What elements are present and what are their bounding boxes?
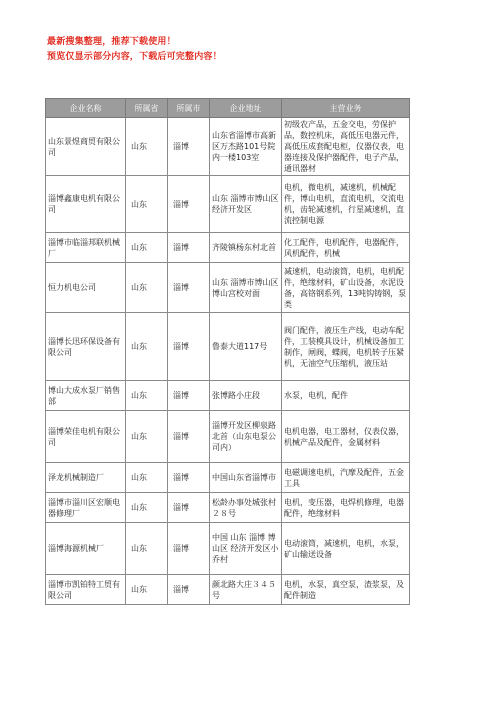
address: 中国山东省淄博市 [210, 463, 282, 493]
company-name: 淄博市临淄邦联机械厂 [46, 233, 126, 263]
header-company-name: 企业名称 [46, 99, 126, 118]
city: 淄博 [168, 381, 210, 411]
company-name: 淄博市淄川区宏顺电器修理厂 [46, 493, 126, 523]
company-name: 山东景煜商贸有限公司 [46, 118, 126, 176]
city: 淄博 [168, 523, 210, 575]
header-province: 所属省 [126, 99, 168, 118]
province: 山东 [126, 463, 168, 493]
province: 山东 [126, 313, 168, 381]
company-name: 淄博荣佳电机有限公司 [46, 411, 126, 463]
province: 山东 [126, 575, 168, 605]
province: 山东 [126, 411, 168, 463]
city: 淄博 [168, 233, 210, 263]
city: 淄博 [168, 463, 210, 493]
table-row [46, 411, 410, 463]
table-row [46, 463, 410, 493]
company-name: 博山大成水泵厂销售部 [46, 381, 126, 411]
company-name: 淄博长迅环保设备有限公司 [46, 313, 126, 381]
table-row [46, 381, 410, 411]
business: 电机，水泵，真空泵，渣浆泵，及配件制造 [282, 575, 410, 605]
company-table [45, 98, 410, 605]
address: 张博路小庄段 [210, 381, 282, 411]
table-row [46, 118, 410, 176]
province: 山东 [126, 263, 168, 313]
business: 电机，变压器，电焊机修理，电器配件，绝缘材料 [282, 493, 410, 523]
province: 山东 [126, 381, 168, 411]
province: 山东 [126, 523, 168, 575]
table-row [46, 523, 410, 575]
company-name: 淄博海源机械厂 [46, 523, 126, 575]
city: 淄博 [168, 263, 210, 313]
header-address: 企业地址 [210, 99, 282, 118]
city: 淄博 [168, 176, 210, 233]
address: 中国 山东 淄博 博山区 经济开发区小乔村 [210, 523, 282, 575]
address: 松龄办事处城张村２８号 [210, 493, 282, 523]
city: 淄博 [168, 575, 210, 605]
address: 山东 淄博市博山区 博山宫校对面 [210, 263, 282, 313]
notice-recommend: 最新搜集整理，推荐下载使用！ [47, 37, 176, 47]
business: 电磁调速电机，汽摩及配件，五金工具 [282, 463, 410, 493]
address: 鲁泰大道117号 [210, 313, 282, 381]
table-row [46, 493, 410, 523]
business: 水泵，电机，配件 [282, 381, 410, 411]
business: 初级农产品，五金交电，劳保护品，数控机床，高低压电器元件，高低压成套配电柜，仪器仪表，电器连接及保护器配件，电子产品，通讯器材 [282, 118, 410, 176]
address: 颜北路大庄３４５号 [210, 575, 282, 605]
address: 淄博开发区柳泉路北首（山东电泵公司内） [210, 411, 282, 463]
province: 山东 [126, 118, 168, 176]
header-city: 所属市 [168, 99, 210, 118]
table-row [46, 263, 410, 313]
city: 淄博 [168, 118, 210, 176]
table-row [46, 233, 410, 263]
notice-preview: 预览仅显示部分内容，下载后可完整内容！ [47, 52, 222, 62]
table-header-row [46, 99, 410, 118]
table-row [46, 176, 410, 233]
province: 山东 [126, 233, 168, 263]
company-name: 淄博市凯铂特工贸有限公司 [46, 575, 126, 605]
province: 山东 [126, 493, 168, 523]
business: 电动滚筒，减速机，电机，水泵，矿山输送设备 [282, 523, 410, 575]
business: 化工配件，电机配件，电器配件，风机配件，机械 [282, 233, 410, 263]
business: 电机电器，电工器材，仪表仪器，机械产品及配件，金属材料 [282, 411, 410, 463]
header-business: 主营业务 [282, 99, 410, 118]
city: 淄博 [168, 411, 210, 463]
address: 山东省淄博市高新区万杰路101号院内一楼103室 [210, 118, 282, 176]
province: 山东 [126, 176, 168, 233]
city: 淄博 [168, 313, 210, 381]
business: 减速机，电动滚筒，电机，电机配件，绝缘材料，矿山设备，水泥设备，高铬钢系列，13吨钩铸钢，泵类 [282, 263, 410, 313]
address: 山东 淄博市博山区经济开发区 [210, 176, 282, 233]
table-row [46, 575, 410, 605]
table-row [46, 313, 410, 381]
business: 电机，微电机，减速机，机械配件，博山电机，直流电机，交流电机，齿轮减速机，行星减速机，直流控制电源 [282, 176, 410, 233]
address: 齐陵镇杨东村北首 [210, 233, 282, 263]
company-name: 恒力机电公司 [46, 263, 126, 313]
company-name: 泽龙机械制造厂 [46, 463, 126, 493]
business: 阀门配件，液压生产线，电动车配件，工装模具设计，机械设备加工制作，闸阀，蝶阀，电机转子压紧机，无油空气压缩机，液压站 [282, 313, 410, 381]
city: 淄博 [168, 493, 210, 523]
company-name: 淄博鑫康电机有限公司 [46, 176, 126, 233]
